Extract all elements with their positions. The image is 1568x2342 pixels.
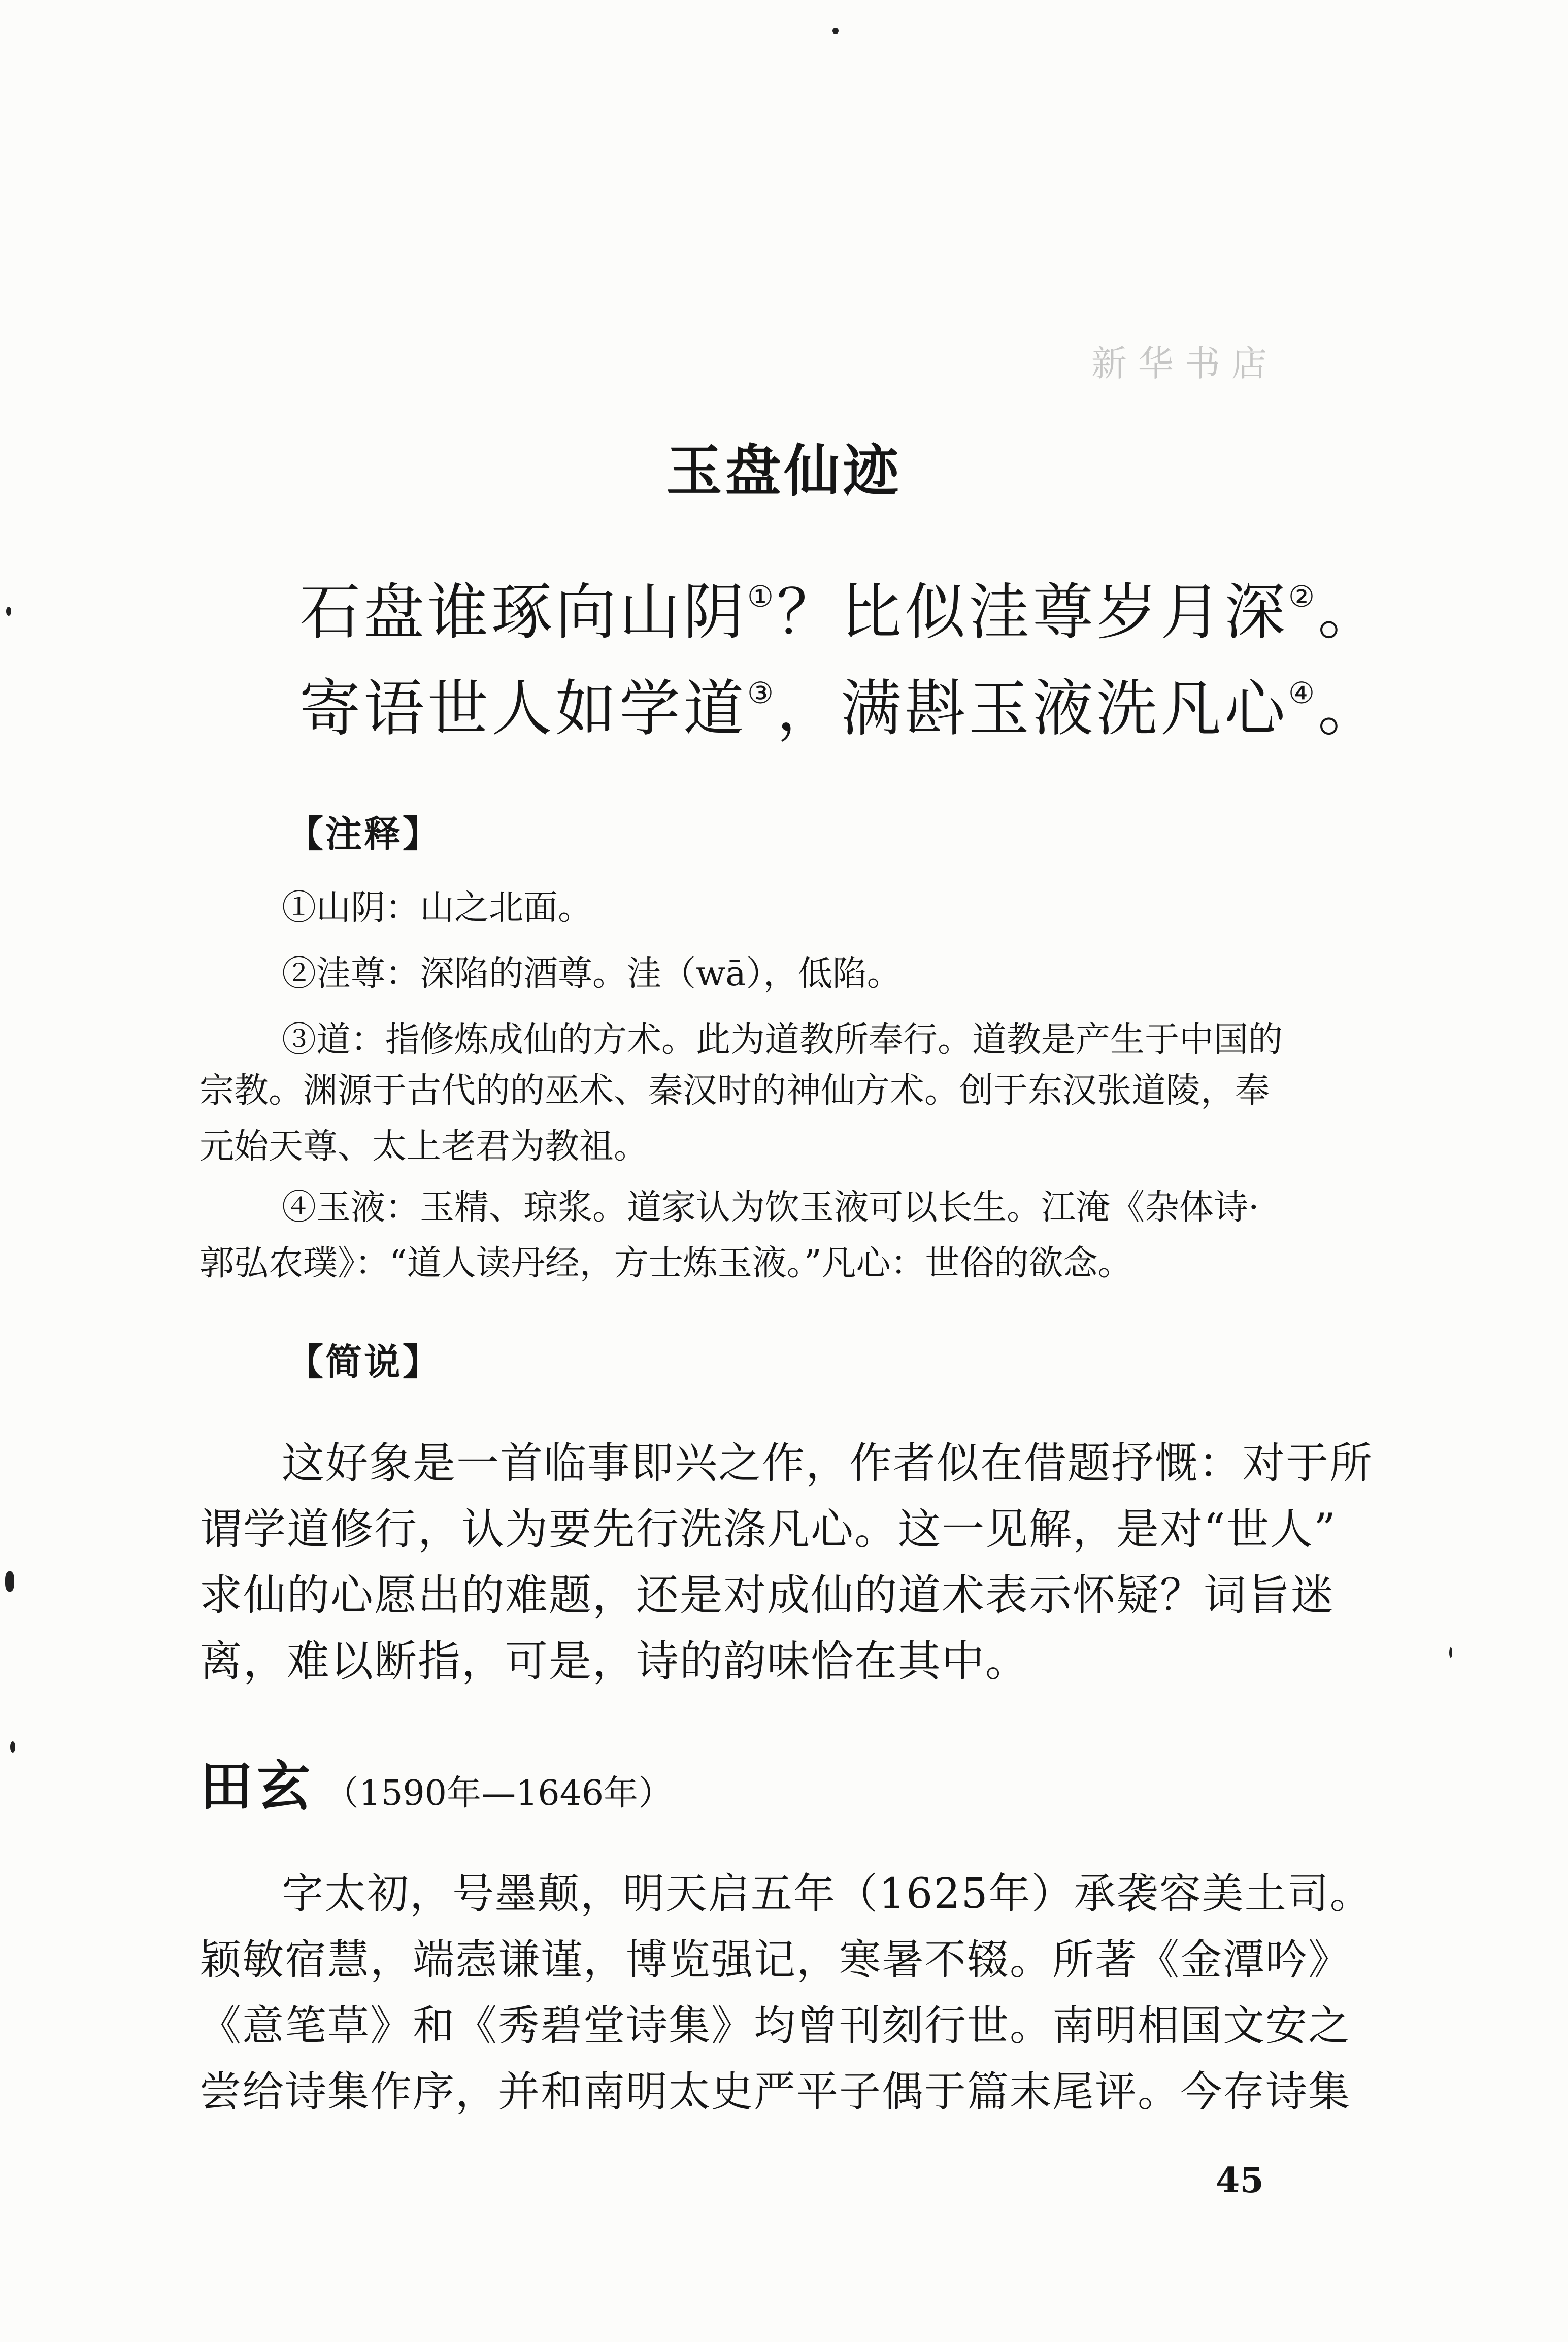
poem-line-text: ，满斟玉液洗凡心 <box>777 674 1288 744</box>
footnote-marker: ④ <box>1288 676 1318 710</box>
note-line: ④玉液：玉精、琼浆。道家认为饮玉液可以长生。江淹《杂体诗· <box>282 1188 1259 1228</box>
scan-speck <box>10 1741 15 1753</box>
bio-line: 字太初，号墨颠，明天启五年（1625年）承袭容美土司。 <box>282 1870 1373 1918</box>
poem-line-end: 。 <box>1318 674 1382 744</box>
footnote-marker: ① <box>747 579 777 614</box>
scan-speck <box>5 1571 14 1592</box>
note-line: 元始天尊、太上老君为教祖。 <box>199 1127 649 1167</box>
poem-line-2 <box>299 660 1382 747</box>
notes-heading: 【注释】 <box>287 812 442 855</box>
author-years: （1590年—1646年） <box>324 1773 673 1813</box>
author-header <box>199 1744 673 1821</box>
scan-speck <box>832 28 839 34</box>
poem-line-1 <box>299 564 1382 651</box>
poem-title: 玉盘仙迹 <box>666 438 902 504</box>
poem-line-text: ？比似洼尊岁月深 <box>777 577 1288 648</box>
page-number: 45 <box>1216 2160 1264 2201</box>
bio-line: 颖敏宿慧，端悫谦谨，博览强记，寒暑不辍。所著《金潭吟》 <box>199 1936 1351 1984</box>
footnote-marker: ② <box>1288 579 1318 614</box>
commentary-heading: 【简说】 <box>287 1340 442 1383</box>
note-line: ①山阴：山之北面。 <box>282 888 593 928</box>
commentary-line: 这好象是一首临事即兴之作，作者似在借题抒慨：对于所 <box>282 1438 1374 1488</box>
author-name: 田玄 <box>199 1755 315 1818</box>
commentary-line: 求仙的心愿出的难题，还是对成仙的道术表示怀疑？词旨迷 <box>199 1570 1335 1620</box>
poem-line-text: 石盘谁琢向山阴 <box>299 577 747 648</box>
scan-speck <box>6 607 11 616</box>
note-line: ③道：指修炼成仙的方术。此为道教所奉行。道教是产生于中国的 <box>282 1020 1283 1060</box>
footnote-marker: ③ <box>747 676 777 710</box>
bio-line: 《意笔草》和《秀碧堂诗集》均曾刊刻行世。南明相国文安之 <box>199 2002 1351 2050</box>
note-line: 郭弘农璞》：“道人读丹经，方士炼玉液。”凡心：世俗的欲念。 <box>199 1243 1132 1283</box>
commentary-line: 谓学道修行，认为要先行洗涤凡心。这一见解，是对“世人” <box>199 1504 1337 1554</box>
faded-stamp: 新华书店 <box>1091 343 1278 384</box>
scan-speck <box>1449 1647 1452 1658</box>
note-line: ②洼尊：深陷的酒尊。洼（wā），低陷。 <box>282 954 902 994</box>
note-line: 宗教。渊源于古代的的巫术、秦汉时的神仙方术。创于东汉张道陵，奉 <box>199 1071 1270 1111</box>
bio-line: 尝给诗集作序，并和南明太史严平子偶于篇末尾评。今存诗集 <box>199 2068 1351 2116</box>
commentary-line: 离，难以断指，可是，诗的韵味恰在其中。 <box>199 1636 1029 1686</box>
poem-line-end: 。 <box>1318 577 1382 648</box>
poem-line-text: 寄语世人如学道 <box>299 674 747 744</box>
